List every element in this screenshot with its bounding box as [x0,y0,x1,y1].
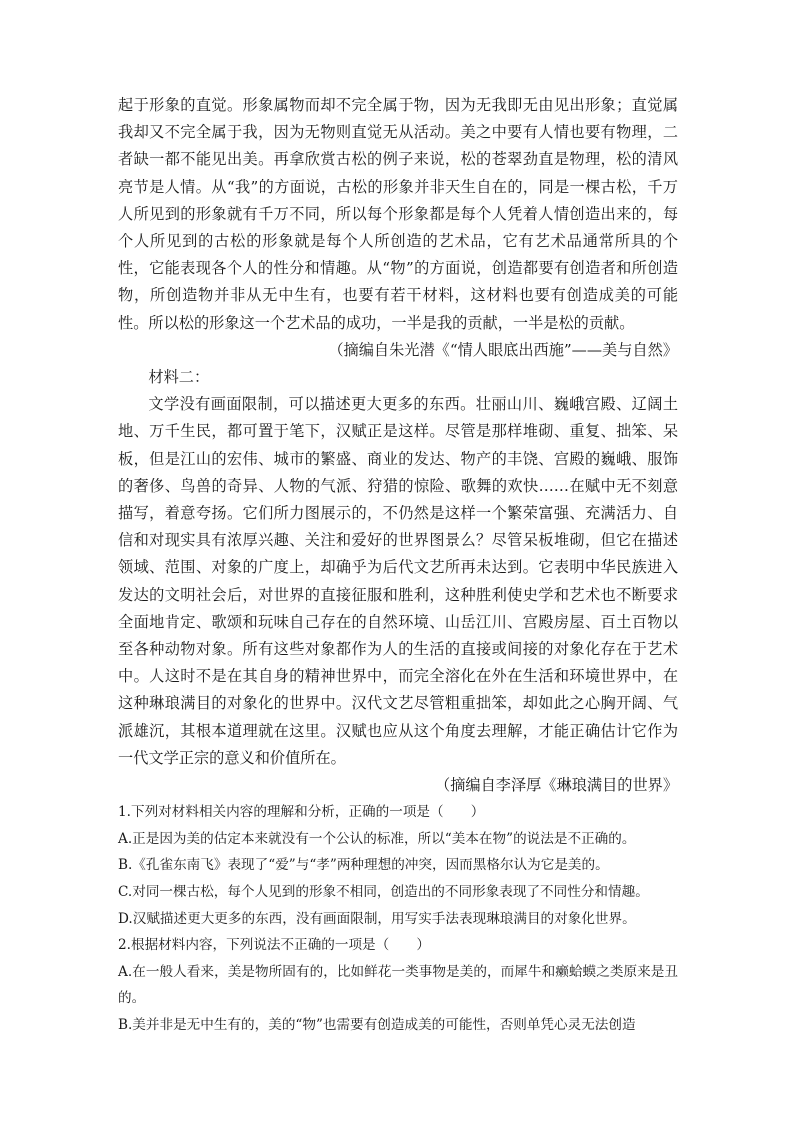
question-2-stem: 2.根据材料内容，下列说法不正确的一项是（ ） [118,937,431,954]
material1-paragraph: 起于形象的直觉。形象属物而却不完全属于物，因为无我即无由见出形象；直觉属我却又不完全属于我，因为无物则直觉无从活动。美之中要有人情也要有物理，二者缺一都不能见出美。再拿欣赏古松的例子来说，松的苍翠劲直是物理，松的清风亮节是人情。从“我”的方面说，古松的形象并非天生自在的，同是一棵古松，千万人所见到的形象就有千万不同，所以每个形象都是每个人凭着人情创造出来的，每个人所见到的古松的形象就是每个人所创造的艺术品，它有艺术品通常所具的个性，它能表现各个人的性分和情趣。从“物”的方面说，创造都要有创造者和所创造物，所创造物并非从无中生有，也要有若干材料，这材料也要有创造成美的可能性。所以松的形象这一个艺术品的成功，一半是我的贡献，一半是松的贡献。 [118,96,678,332]
question-2-option-a: A.在一般人看来，美是物所固有的，比如鲜花一类事物是美的，而犀牛和癞蛤蟆之类原来是丑的。 [118,963,678,1007]
material2-source: （摘编自李泽厚《琳琅满目的世界》 [435,776,678,795]
question-1-option-c: C.对同一棵古松，每个人见到的形象不相同，创造出的不同形象表现了不同性分和情趣。 [118,884,649,901]
material2-heading: 材料二： [148,368,210,387]
question-1 [118,799,678,932]
question-2-option-b: B.美并非是无中生有的，美的“物”也需要有创造成美的可能性，否则单凭心灵无法创造 [118,1017,636,1034]
material2-paragraph: 文学没有画面限制，可以描述更大更多的东西。壮丽山川、巍峨宫殿、辽阔土地、万千生民，都可置于笔下，汉赋正是这样。尽管是那样堆砌、重复、拙笨、呆板，但是江山的宏伟、城市的繁盛、商业的发达、物产的丰饶、宫殿的巍峨、服饰的奢侈、鸟兽的奇异、人物的气派、狩猎的惊险、歌舞的欢快……在赋中无不刻意描写，着意夸扬。它们所力图展示的，不仍然是这样一个繁荣富强、充满活力、自信和对现实具有浓厚兴趣、关注和爱好的世界图景么？尽管呆板堆砌，但它在描述领域、范围、对象的广度上，却确乎为后代文艺所再未达到。它表明中华民族进入发达的文明社会后，对世界的直接征服和胜利，这种胜利使史学和艺术也不断要求全面地肯定、歌颂和玩味自己存在的自然环境、山岳江川、宫殿房屋、百土百物以至各种动物对象。所有这些对象都作为人的生活的直接或间接的对象化存在于艺术中。人这时不是在其自身的精神世界中，而完全溶化在外在生活和环境世界中，在这种琳琅满目的对象化的世界中。汉代文艺尽管粗重拙笨，却如此之心胸开阔、气派雄沉，其根本道理就在这里。汉赋也应从这个角度去理解，才能正确估计它作为一代文学正宗的意义和价值所在。 [118,395,678,767]
question-1-option-b: B.《孔雀东南飞》表现了“爱”与“孝”两种理想的冲突，因而黑格尔认为它是美的。 [118,857,609,874]
material1-source: （摘编自朱光潜《“情人眼底出西施”——美与自然》 [328,340,678,359]
question-2 [118,932,678,1038]
question-1-option-d: D.汉赋描述更大更多的东西，没有画面限制，用写实手法表现琳琅满目的对象化世界。 [118,910,636,927]
question-1-option-a: A.正是因为美的估定本来就没有一个公认的标准，所以“美本在物”的说法是不正确的。 [118,830,636,847]
question-1-stem: 1.下列对材料相关内容的理解和分析，正确的一项是（ ） [118,804,485,821]
document-page [118,92,678,1039]
